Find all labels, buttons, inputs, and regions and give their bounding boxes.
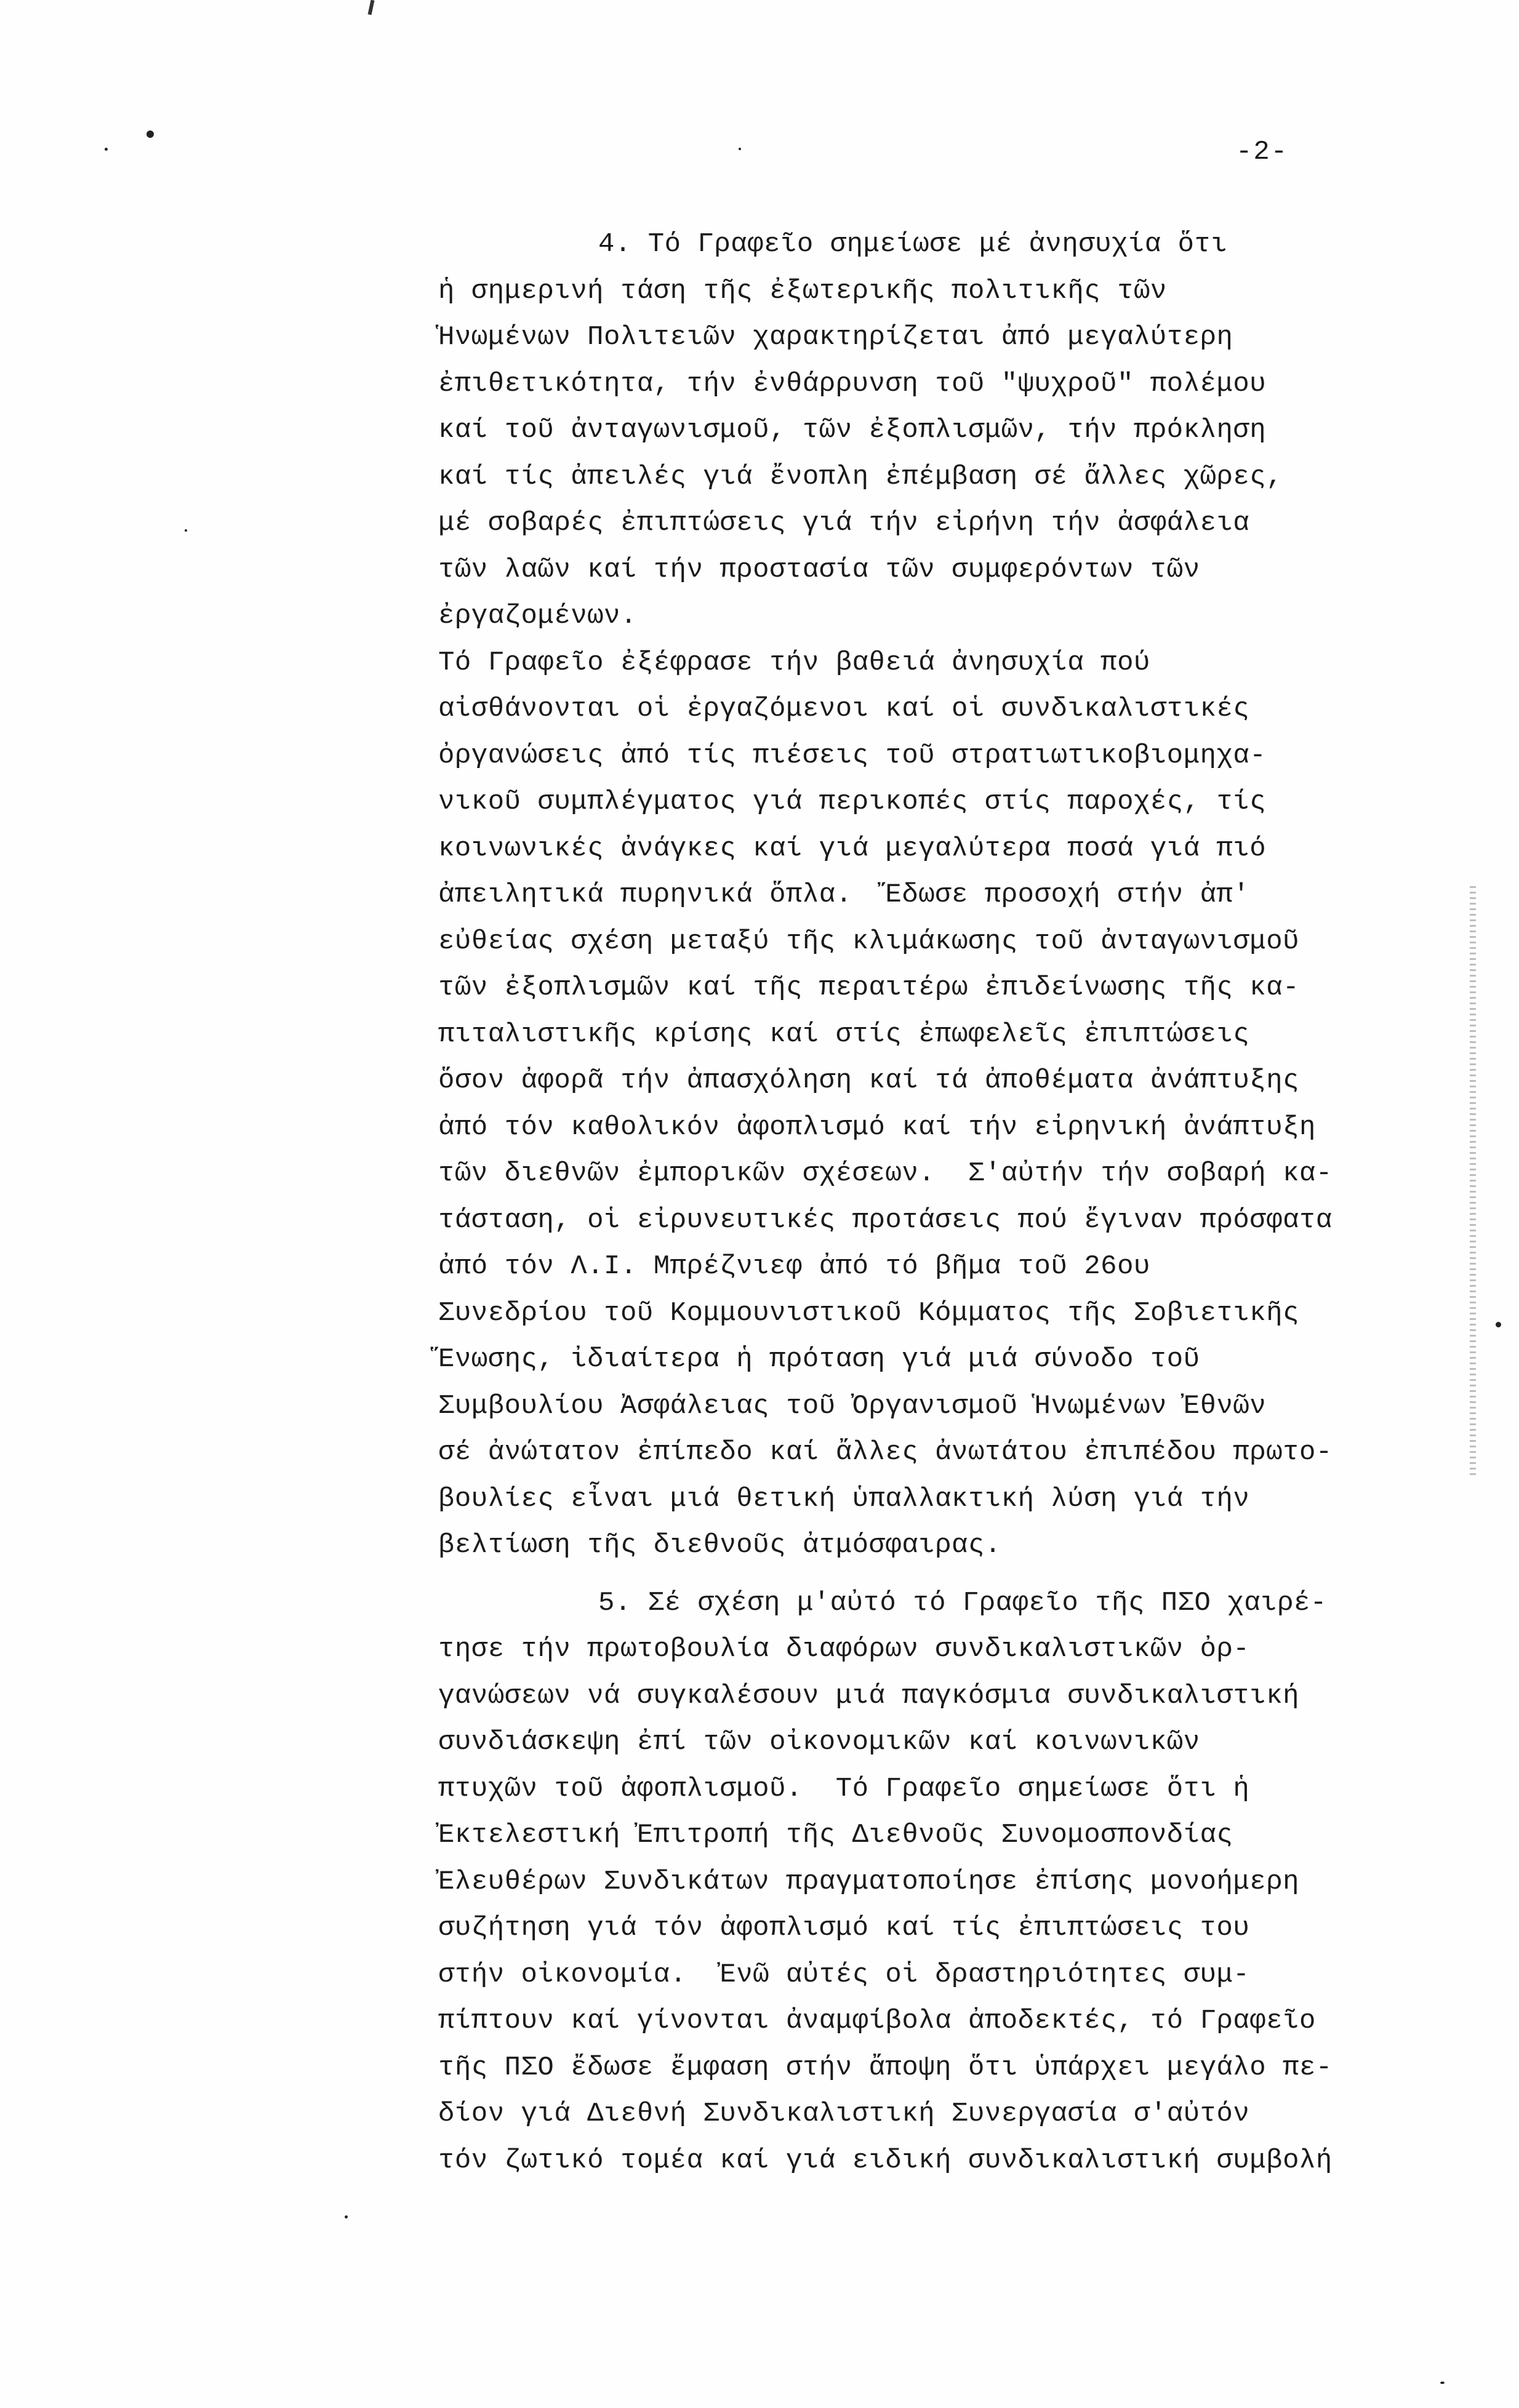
text-line: πτυχῶν τοῦ ἀφοπλισμοῦ. Τό Γραφεῖο σημείωσε ὅτι ἡ [438, 1773, 1250, 1804]
text-line: νικοῦ συμπλέγματος γιά περικοπές στίς παροχές, τίς [438, 786, 1267, 817]
text-line: ἀπό τόν Λ.Ι. Μπρέζνιεφ ἀπό τό βῆμα τοῦ 26ου [438, 1251, 1150, 1282]
scan-speck [105, 148, 108, 151]
text-line: βελτίωση τῆς διεθνοῦς ἀτμόσφαιρας. [438, 1530, 1001, 1561]
text-line: τησε τήν πρωτοβουλία διαφόρων συνδικαλιστικῶν ὀρ- [438, 1634, 1250, 1665]
text-line: μέ σοβαρές ἐπιπτώσεις γιά τήν εἰρήνη τήν ἀσφάλεια [438, 508, 1250, 538]
text-line: τῶν διεθνῶν ἐμπορικῶν σχέσεων. Σ'αὐτήν τήν σοβαρή κα- [438, 1158, 1333, 1189]
text-line: δίον γιά Διεθνή Συνδικαλιστική Συνεργασία σ'αὐτόν [438, 2098, 1250, 2129]
text-line: ἐργαζομένων. [438, 601, 637, 631]
text-line: πιταλιστικῆς κρίσης καί στίς ἐπωφελεῖς ἐπιπτώσεις [438, 1018, 1250, 1050]
text-line: καί τίς ἀπειλές γιά ἔνοπλη ἐπέμβαση σέ ἄλλες χῶρες, [438, 461, 1283, 492]
text-line: γανώσεων νά συγκαλέσουν μιά παγκόσμια συνδικαλιστική [438, 1680, 1300, 1711]
text-line: βουλίες εἶναι μιά θετική ὑπαλλακτική λύση γιά τήν [438, 1483, 1250, 1514]
text-line: τῶν λαῶν καί τήν προστασία τῶν συμφερόντων τῶν [438, 554, 1200, 585]
scan-speck [345, 2215, 348, 2218]
text-line: ἐπιθετικότητα, τήν ἐνθάρρυνση τοῦ "ψυχροῦ" πολέμου [438, 368, 1267, 399]
scan-speck [1440, 2382, 1445, 2384]
text-line: συνδιάσκεψη ἐπί τῶν οἰκονομικῶν καί κοινωνικῶν [438, 1727, 1200, 1758]
text-line: εὐθείας σχέση μεταξύ τῆς κλιμάκωσης τοῦ ἀνταγωνισμοῦ [438, 926, 1300, 957]
text-line: 4. Τό Γραφεῖο σημείωσε μέ ἀνησυχία ὅτι [598, 229, 1228, 260]
text-line: Ἐλευθέρων Συνδικάτων πραγματοποίησε ἐπίσης μονοήμερη [438, 1866, 1300, 1897]
text-line: κοινωνικές ἀνάγκες καί γιά μεγαλύτερα ποσά γιά πιό [438, 833, 1267, 864]
text-line: Τό Γραφεῖο ἐξέφρασε τήν βαθειά ἀνησυχία πού [438, 647, 1150, 678]
scan-speck [739, 148, 741, 150]
text-line: τάσταση, οἱ εἰρυνευτικές προτάσεις πού ἔγιναν πρόσφατα [438, 1204, 1333, 1236]
text-line: σέ ἀνώτατον ἐπίπεδο καί ἄλλες ἀνωτάτου ἐπιπέδου πρωτο- [438, 1437, 1333, 1468]
scan-speck [1496, 1322, 1501, 1327]
text-line: καί τοῦ ἀνταγωνισμοῦ, τῶν ἐξοπλισμῶν, τήν πρόκληση [438, 415, 1267, 446]
scan-speck [146, 130, 154, 138]
text-line: ὅσον ἀφορᾶ τήν ἀπασχόληση καί τά ἀποθέματα ἀνάπτυξης [438, 1065, 1300, 1096]
page-number: -2- [1236, 137, 1289, 167]
text-line: τῶν ἐξοπλισμῶν καί τῆς περαιτέρω ἐπιδείνωσης τῆς κα- [438, 972, 1300, 1003]
text-line: 5. Σέ σχέση μ'αὐτό τό Γραφεῖο τῆς ΠΣΟ χαιρέ- [598, 1587, 1327, 1618]
text-line: Συνεδρίου τοῦ Κομμουνιστικοῦ Κόμματος τῆς Σοβιετικῆς [438, 1297, 1300, 1329]
scan-binding-marks [1470, 886, 1476, 1477]
text-line: συζήτηση γιά τόν ἀφοπλισμό καί τίς ἐπιπτώσεις του [438, 1913, 1250, 1943]
text-line: Συμβουλίου Ἀσφάλειας τοῦ Ὀργανισμοῦ Ἡνωμένων Ἐθνῶν [438, 1390, 1267, 1422]
text-line: Ἡνωμένων Πολιτειῶν χαρακτηρίζεται ἀπό μεγαλύτερη [438, 322, 1233, 353]
text-line: πίπτουν καί γίνονται ἀναμφίβολα ἀποδεκτές, τό Γραφεῖο [438, 2006, 1316, 2036]
text-line: ἀπειλητικά πυρηνικά ὅπλα. Ἔδωσε προσοχή στήν ἀπ' [438, 879, 1250, 910]
text-line: Ἐκτελεστική Ἐπιτροπή τῆς Διεθνοῦς Συνομοσπονδίας [438, 1820, 1233, 1850]
scan-speck [185, 529, 187, 532]
scan-mark [368, 0, 375, 15]
text-line: τῆς ΠΣΟ ἔδωσε ἔμφαση στήν ἄποψη ὅτι ὑπάρχει μεγάλο πε- [438, 2052, 1333, 2083]
text-line: ἡ σημερινή τάση τῆς ἐξωτερικῆς πολιτικῆς τῶν [438, 275, 1167, 306]
text-line: Ἕνωσης, ἰδιαίτερα ἡ πρόταση γιά μιά σύνοδο τοῦ [438, 1344, 1200, 1375]
text-line: στήν οἰκονομία. Ἐνῶ αὐτές οἱ δραστηριότητες συμ- [438, 1959, 1250, 1990]
text-line: ἀπό τόν καθολικόν ἀφοπλισμό καί τήν εἰρηνική ἀνάπτυξη [438, 1111, 1316, 1143]
body-text [438, 222, 1472, 2184]
text-line: τόν ζωτικό τομέα καί γιά ειδική συνδικαλιστική συμβολή [438, 2145, 1333, 2176]
text-line: αἰσθάνονται οἱ ἐργαζόμενοι καί οἱ συνδικαλιστικές [438, 694, 1250, 724]
text-line: ὀργανώσεις ἀπό τίς πιέσεις τοῦ στρατιωτικοβιομηχα- [438, 740, 1267, 771]
